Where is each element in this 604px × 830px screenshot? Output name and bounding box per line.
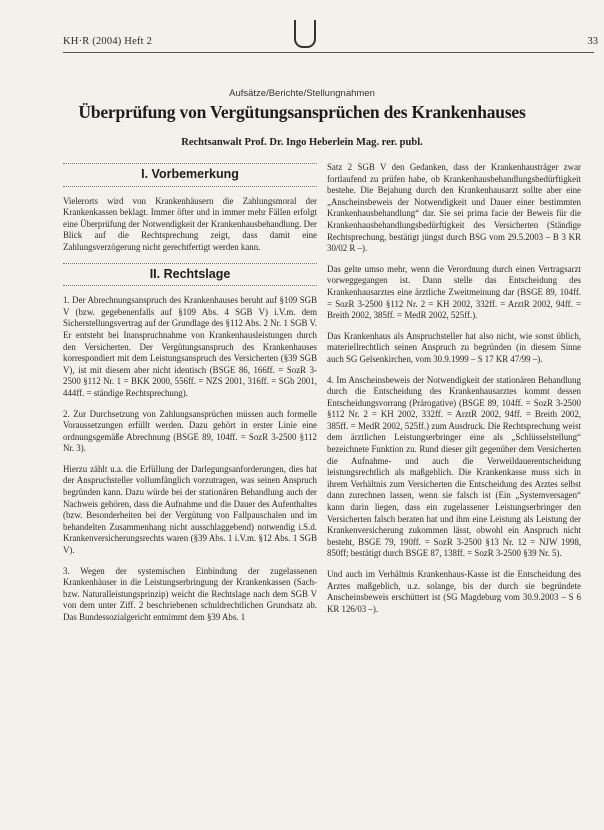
paper-clip-mark xyxy=(294,20,316,48)
left-column xyxy=(63,160,317,633)
paragraph: Das gelte umso mehr, wenn die Verordnung durch einen Vertragsarzt vorweggegangen ist. Dann stelle das Entscheidung des Krankenhausarztes eine ärztliche Zweitmeinung dar (BSGE 89, 104ff. = SozR 3-2500 §112 Nr. 2 = KH 2002, 332ff. = ArztR 2002, 94ff. = Breith 2002, 385ff. = MedR 2002, 525ff.). xyxy=(327,263,581,321)
paragraph: Satz 2 SGB V den Gedanken, dass der Krankenhausträger zwar fortlaufend zu prüfen habe, ob Krankenhausbehandlungsbedürftigkeit bestehe. Die Bejahung durch den Krankenhausarzt sollte aber eine „Anscheinsbeweis der Notwendigkeit und Dauer einer bestimmten Krankenhausbehandlung“ dar. Sie sei prima facie der Beweis für die Krankenhausbehandlungsbedürftigkeit des Versicherten (Ständige Rechtsprechung, bestätigt jüngst durch BSG vom 29.5.2003 – B 3 KR 30/02 R –). xyxy=(327,162,581,254)
paragraph: 2. Zur Durchsetzung von Zahlungsansprüchen müssen auch formelle Voraussetzungen erfüllt werden. Dazu gehört in erster Linie eine ordnungsgemäße Abrechnung (BSGE 89, 104ff. = SozR 3-2500 §112 Nr. 3). xyxy=(63,408,317,454)
paragraph: Vielerorts wird von Krankenhäusern die Zahlungsmoral der Krankenkassen beklagt. Immer öfter und in immer mehr Fällen erfolgt eine Überprüfung der Notwendigkeit der Krankenhausbehandlung. Der Blick auf die Rechtsprechung zeigt, dass damit eine Zahlungsverzögerung nicht gerechtfertigt werden kann. xyxy=(63,195,317,252)
paragraph: Das Krankenhaus als Anspruchsteller hat also nicht, wie sonst üblich, materiellrechtlich seinen Anspruch zu begründen (in diesem Sinne auch SG Gelsenkirchen, vom 30.9.1999 – S 17 KR 47/99 –). xyxy=(327,330,581,364)
right-column xyxy=(327,162,581,624)
paragraph: Und auch im Verhältnis Krankenhaus-Kasse ist die Entscheidung des Arztes maßgeblich, u.z. solange, bis der durch sie begründete Anscheinsbeweis erschüttert ist (SG Magdeburg vom 30.9.2003 – S 6 KR 126/03 –). xyxy=(327,569,581,614)
paragraph: 1. Der Abrechnungsanspruch des Krankenhauses beruht auf §109 SGB V (bzw. gegebenenfalls auf §109 Abs. 4 SGB V) i.V.m. dem Sicherstellungsvertrag auf der Grundlage des §112 Abs. 2 Nr. 1 SGB V. Er entsteht bei Inanspruchnahme von Krankenhausleistungen durch den Versicherten. Der Vergütungsanspruch des Krankenhauses korrespondiert mit dem Leistungsanspruch des Versicherten (§39 SGB V), ist mit diesem aber nicht identisch (BSGE 86, 166ff. = SozR 3-2500 §112 Nr. 1 = BKK 2000, 556ff. = NZS 2001, 316ff. = SGb 2001, 444ff. = ständige Rechtsprechung). xyxy=(63,295,317,398)
paragraph: 4. Im Anscheinsbeweis der Notwendigkeit der stationären Behandlung durch die Entscheidung des Krankenhausarztes kommt dessen Entscheidungsvorrang (Prärogative) (BSGE 89, 104ff. = SozR 3-2500 §112 Nr. 2 = KH 2002, 332ff. = ArztR 2002, 94ff. = Breith 2002, 385ff. = MedR 2002, 525ff.) zum Ausdruck. Die Rechtsprechung weist dem ärztlichen Leistungserbringer eine als „Schlüsselstellung“ bezeichnete Funktion zu. Rund dieser gilt gegenüber dem Versicherten die Aufnahme- und auch die Verweildauerentscheidung leistungsrechtlich als maßgeblich. Die Krankenkasse muss sich in ihrem Verhältnis zum Versicherten die Entscheidung des Arztes selbst dann zurechnen lassen, wenn sie falsch ist (Ein „Systemversagen“ kann darin liegen, dass ein zugelassener Leistungserbringer den Versicherten falsch beraten hat und ihm eine Leistung als Leistung der Krankenversicherung zukommen lässt, obwohl ein Anspruch nicht besteht, BSGE 79, 190ff. = SozR 3-2500 §13 Nr. 12 = NJW 1998, 850ff; bestätigt durch BSGE 87, 138ff. = SozR 3-2500 §39 Nr. 5). xyxy=(327,374,581,559)
article-author: Rechtsanwalt Prof. Dr. Ingo Heberlein Mag. rer. publ. xyxy=(181,137,423,148)
section-heading: I. Vorbemerkung xyxy=(63,163,317,187)
paragraph: 3. Wegen der systemischen Einbindung der zugelassenen Krankenhäuser in die Leistungserbringung der Krankenkassen (Sach- bzw. Naturalleistungsprinzip) weicht die Rechtslage nach dem SGB V von dem unter Ziff. 2 beschriebenen schuldrechtlichen Grundsatz ab. Das Bundessozialgericht entnimmt dem §39 Abs. 1 xyxy=(63,565,317,622)
header-rule xyxy=(63,52,594,53)
page-number: 33 xyxy=(587,36,598,47)
article-title: Überprüfung von Vergütungsansprüchen des Krankenhauses xyxy=(78,102,526,122)
paragraph: Hierzu zählt u.a. die Erfüllung der Darlegungsanforderungen, dies hat der Anspruchsteller vollumfänglich vorzutragen, was seinen Anspruch begründen kann. Dazu würde bei der stationären Behandlung auch der Nachweis gehören, dass die Aufnahme und die Dauer des Aufenthaltes (bzw. Besonderheiten bei der Vergütung von Fallpauschalen und im behandelten Zusammenhang nicht ausschlaggebend) notwendig i.S.d. Krankenversicherungsrechts waren (§39 Abs. 1 i.V.m. §12 Abs. 1 SGB V). xyxy=(63,463,317,556)
journal-reference: KH·R (2004) Heft 2 xyxy=(63,36,153,47)
section-rubric: Aufsätze/Berichte/Stellungnahmen xyxy=(229,88,375,99)
section-heading: II. Rechtslage xyxy=(63,263,317,287)
